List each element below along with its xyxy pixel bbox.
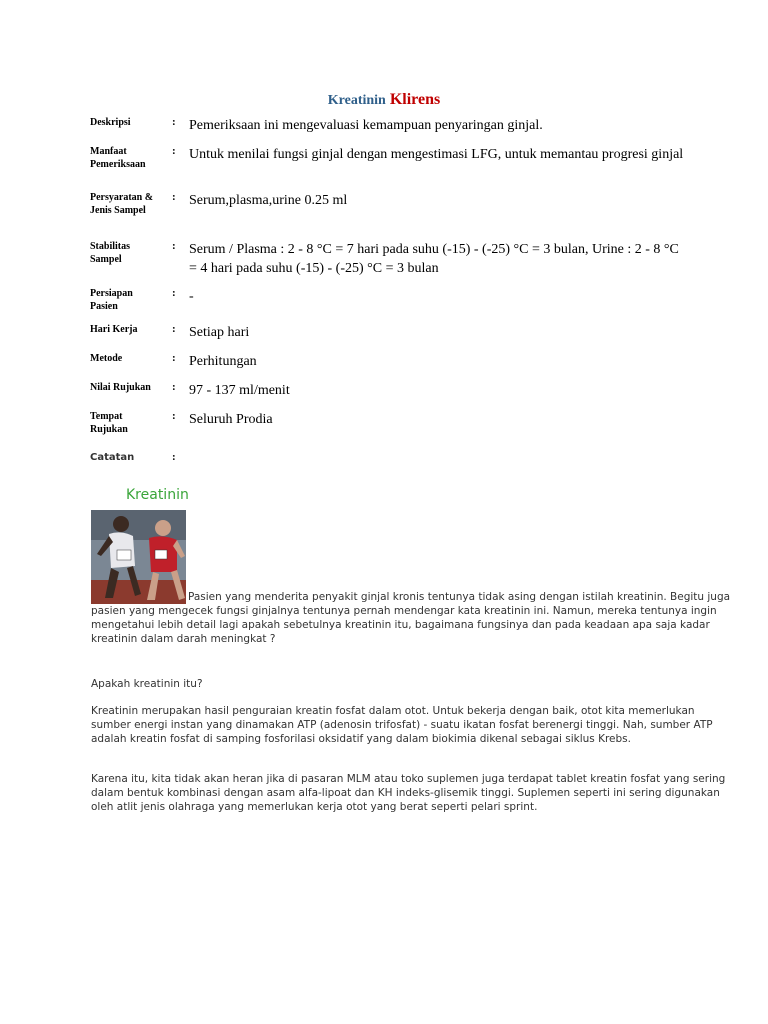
article-paragraph: Pasien yang menderita penyakit ginjal kronis tentunya tidak asing dengan istilah kreatinin. Begitu juga pasien yang mengecek fungsi ginjalnya tentunya pernah mendengar kata kreatinin ini. Namun, mereka tentunya ingin mengetahui lebih detail lagi apakah sebetulnya kreatinin itu, bagaimana fungsinya dan pada keadaan apa saja kadar kreatinin dalam darah meningkat ? (91, 591, 731, 645)
field-value: Setiap hari (189, 325, 250, 340)
page-title (0, 91, 768, 109)
field-colon: : (172, 287, 176, 299)
field-colon: : (172, 451, 176, 463)
article-question: Apakah kreatinin itu? (91, 678, 203, 690)
field-colon: : (172, 352, 176, 364)
field-colon: : (172, 410, 176, 422)
field-colon: : (172, 116, 176, 128)
title-part2: Klirens (389, 91, 441, 108)
field-colon: : (172, 323, 176, 335)
field-value: Seluruh Prodia (189, 412, 273, 427)
field-value: Perhitungan (189, 354, 257, 369)
field-value: Serum,plasma,urine 0.25 ml (189, 193, 348, 208)
field-label: Metode (90, 353, 123, 364)
article-heading: Kreatinin (126, 487, 189, 503)
field-value: - (189, 289, 194, 304)
field-label: Nilai Rujukan (90, 382, 151, 393)
article-paragraph: Kreatinin merupakan hasil penguraian kreatin fosfat dalam otot. Untuk bekerja dengan baik, otot kita memerlukan sumber energi instan yang dinamakan ATP (adenosin trifosfat) - suatu ikatan fosfat berenergi tinggi. Nah, sumber ATP adalah kreatin fosfat di samping fosforilasi oksidatif yang dalam biokimia dikenal sebagai siklus Krebs. (91, 705, 713, 745)
field-colon: : (172, 191, 176, 203)
field-label: Deskripsi (90, 117, 131, 128)
field-label: Hari Kerja (90, 324, 138, 335)
field-label: Catatan (90, 452, 135, 463)
field-value: Pemeriksaan ini mengevaluasi kemampuan penyaringan ginjal. (189, 118, 543, 133)
field-value: 97 - 137 ml/menit (189, 383, 290, 398)
field-colon: : (172, 381, 176, 393)
title-part1: Kreatinin (327, 93, 386, 108)
field-label: Stabilitas Sampel (90, 241, 131, 265)
field-label: Manfaat Pemeriksaan (90, 146, 146, 170)
field-label: Tempat Rujukan (90, 411, 128, 435)
field-value: Serum / Plasma : 2 - 8 °C = 7 hari pada suhu (-15) - (-25) °C = 3 bulan, Urine : 2 - 8 °C = 4 hari pada suhu (-15) - (-25) °C = 3 bulan (189, 242, 679, 276)
field-colon: : (172, 145, 176, 157)
article-paragraph: Karena itu, kita tidak akan heran jika di pasaran MLM atau toko suplemen juga terdapat tablet kreatin fosfat yang sering dalam bentuk kombinasi dengan asam alfa-lipoat dan KH indeks-glisemik tinggi. Suplemen seperti ini sering digunakan oleh atlit jenis olahraga yang memerlukan kerja otot yang berat seperti pelari sprint. (91, 773, 726, 813)
field-label: Persiapan Pasien (90, 288, 133, 312)
field-value: Untuk menilai fungsi ginjal dengan mengestimasi LFG, untuk memantau progresi ginjal (189, 147, 684, 162)
field-colon: : (172, 240, 176, 252)
field-label: Persyaratan & Jenis Sampel (90, 192, 154, 216)
